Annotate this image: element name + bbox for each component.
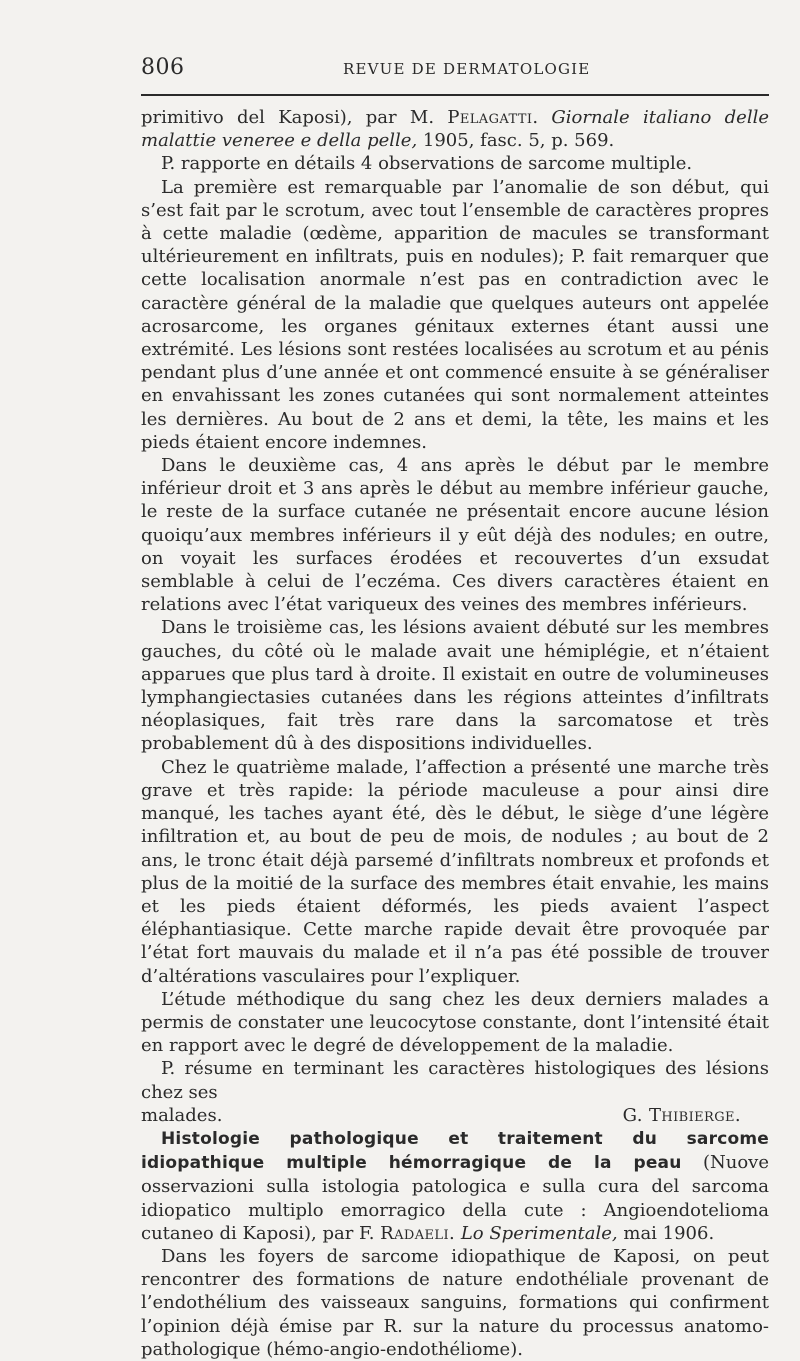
page-header xyxy=(141,56,769,86)
article-paragraph: P. résume en terminant les caractères histologiques des lésions chez ses xyxy=(141,1058,769,1103)
article-title: Histologie pathologique et traitement du sarcome idiopathique multiple hémorragique de la peau xyxy=(141,1128,769,1174)
citation-prefix: primitivo del Kaposi), par M. xyxy=(141,107,435,128)
article-paragraph: Chez le quatrième malade, l’affection a présenté une marche très grave et très rapide: la période maculeuse a pour ainsi dire manqué, les taches ayant été, dès le début, le siège d’une légère infiltration et, au bout de peu de mois, de nodules ; au bout de 2 ans, le tronc était déjà parsemé d’infiltrats nombreux et profonds et plus de la moitié de la surface des membres était envahie, les mains et les pieds étaient déformés, les pieds avaient l’aspect éléphantiasique. Cette marche rapide devait être provoquée par l’état fort mauvais du malade et il n’a pas été possible de trouver d’altérations vasculaires pour l’expliquer. xyxy=(141,756,769,987)
article-date: mai 1906. xyxy=(623,1222,715,1244)
article-paragraph: La première est remarquable par l’anomalie de son début, qui s’est fait par le scrotum, avec tout l’ensemble de caractères propres à cette maladie (œdème, apparition de macules se transformant ultérieurement en infiltrats, puis en nodules); P. fait remarquer que cette localisation anormale n’est pas en contradiction avec le caractère général de la maladie que quelques auteurs ont appelée acrosarcome, les organes génitaux externes étant aussi une extrémité. Les lésions sont restées localisées au scrotum et au pénis pendant plus d’une année et ont commencé ensuite à se généraliser en envahissant les zones cutanées qui sont normalement atteintes les dernières. Au bout de 2 ans et demi, la tête, les mains et les pieds étaient encore indemnes. xyxy=(141,176,769,453)
citation-journal: Giornale italiano delle malattie veneree e della pelle, xyxy=(141,107,770,152)
citation-details: 1905, fasc. 5, p. 569. xyxy=(422,130,615,152)
running-head: REVUE DE DERMATOLOGIE xyxy=(343,60,591,78)
article-journal: Lo Sperimentale, xyxy=(460,1222,618,1244)
signature-line xyxy=(141,1104,769,1127)
article-paragraph: Dans le troisième cas, les lésions avaient débuté sur les membres gauches, du côté où le malade avait une hémiplégie, et n’étaient apparues que plus tard à droite. Il existait en outre de volumineuses lymphangiectasies cutanées dans les régions atteintes d’infiltrats néoplasiques, fait très rare dans la sarcomatose et très probablement dû à des dispositions individuelles. xyxy=(141,617,769,755)
article-paragraph: L’étude méthodique du sang chez les deux derniers malades a permis de constater une leucocytose constante, dont l’intensité était en rapport avec le degré de développement de la maladie. xyxy=(141,988,769,1057)
article-paragraph: Dans le deuxième cas, 4 ans après le début par le membre inférieur droit et 3 ans après le début au membre inférieur gauche, le reste de la surface cutanée ne présentait encore aucune lésion quoiqu’aux membres inférieurs il y eût déjà des nodules; en outre, on voyait les surfaces érodées et recouvertes d’un exsudat semblable à celui de l’eczéma. Ces divers caractères étaient en relations avec l’état variqueux des veines des membres inférieurs. xyxy=(141,455,769,616)
article-author: Radaeli. xyxy=(380,1222,456,1244)
article-citation: primitivo del Kaposi), par M. Pelagatti. Giornale italiano delle malattie veneree e della pelle, 1905, fasc. 5, p. 569. xyxy=(141,107,770,152)
signature: G. Thibierge. xyxy=(622,1104,741,1126)
article-heading xyxy=(141,1127,769,1245)
original-title: (Nuove osservazioni sulla istologia patologica e sulla cura del sarcoma idiopatico multiplo emorragico della cute : Angioendotelioma cutaneo di Kaposi), par F. xyxy=(141,1152,769,1244)
page-number: 806 xyxy=(141,55,185,80)
page-content xyxy=(141,106,769,1361)
article-paragraph: Dans les foyers de sarcome idiopathique de Kaposi, on peut rencontrer des formations de nature endothéliale provenant de l’endothélium des vaisseaux sanguins, formations qui confirment l’opinion déjà émise par R. sur la nature du processus anatomo-pathologique (hémo-angio-endothéliome). xyxy=(141,1245,769,1360)
paragraph-ending: malades. xyxy=(141,1104,223,1126)
article-paragraph: P. rapporte en détails 4 observations de sarcome multiple. xyxy=(161,153,693,175)
citation-author: Pelagatti xyxy=(447,107,533,128)
header-rule xyxy=(141,94,769,96)
